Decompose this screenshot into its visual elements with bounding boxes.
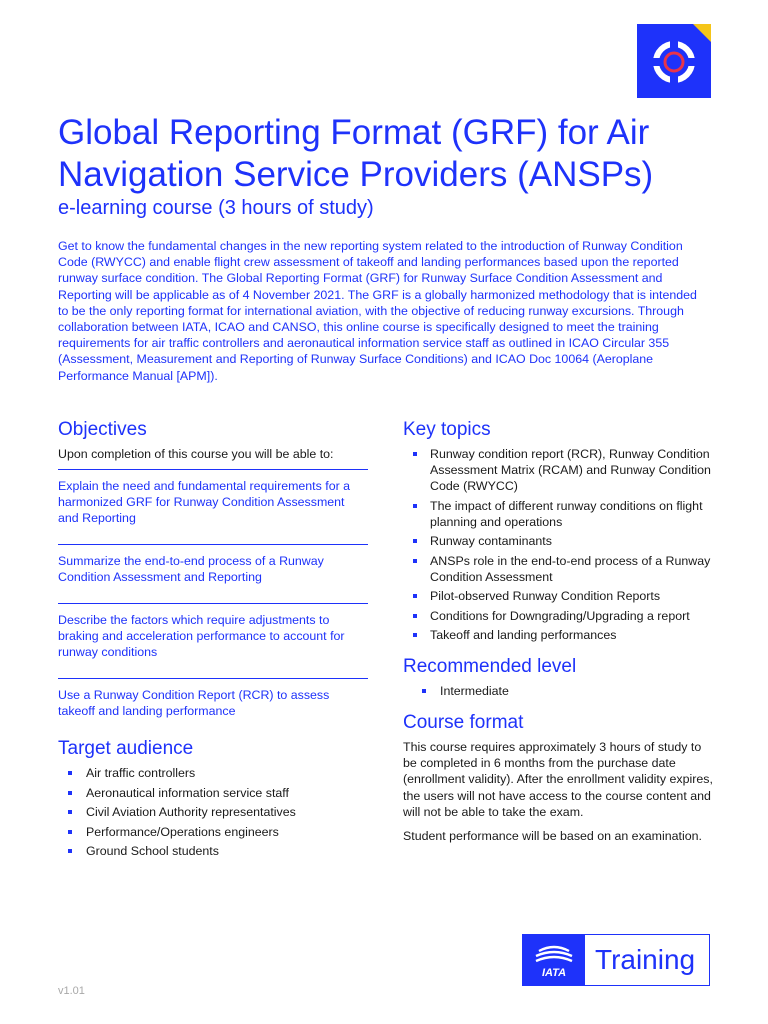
target-audience-heading: Target audience (58, 738, 194, 759)
key-topics-heading: Key topics (403, 419, 491, 440)
page-subtitle: e-learning course (3 hours of study) (58, 197, 374, 219)
objectives-heading: Objectives (58, 419, 147, 440)
list-item: Aeronautical information service staff (58, 785, 368, 801)
page-title: Global Reporting Format (GRF) for Air Navigation Service Providers (ANSPs) (58, 113, 654, 194)
version-label: v1.01 (58, 985, 85, 997)
iata-logo-text: IATA (541, 967, 567, 979)
list-item: Conditions for Downgrading/Upgrading a report (403, 608, 713, 624)
intro-paragraph: Get to know the fundamental changes in the new reporting system related to the introduction of Runway Condition Code (RWYCC) and enable flight crew assessment of takeoff and landing performances based upon the reported runway surface condition. The Global Reporting Format (GRF) for Runway Surface Condition Assessment and Reporting will be applicable as of 4 November 2021. The GRF is a globally harmonized methodology that is intended to be the only reporting format for international aviation, with the objective of reducing runway excursions. Through collaboration between IATA, ICAO and CANSO, this online course is specifically designed to meet the training requirements for air traffic controllers and aeronautical information service staff as outlined in ICAO Circular 355 (Assessment, Measurement and Reporting of Runway Surface Conditions) and ICAO Doc 10064 (Aeroplane Performance Manual [APM]). (58, 239, 697, 383)
list-item: Takeoff and landing performances (403, 627, 713, 643)
course-format-paragraph: This course requires approximately 3 hours of study to be completed in 6 months from the purchase date (enrollment validity). After the enrollment validity expires, the users will not have access to the course content and will not be able to take the exam. (403, 740, 713, 819)
recommended-level-list (403, 683, 713, 699)
list-item: Runway contaminants (403, 533, 713, 549)
list-item: Civil Aviation Authority representatives (58, 804, 368, 820)
objective-item: Describe the factors which require adjustments to braking and acceleration performance to account for runway conditions (58, 603, 368, 678)
right-column (403, 418, 713, 852)
list-item: Pilot-observed Runway Condition Reports (403, 588, 713, 604)
iata-globe-icon (531, 943, 577, 979)
left-column (58, 418, 368, 863)
list-item: Air traffic controllers (58, 765, 368, 781)
list-item: The impact of different runway conditions on flight planning and operations (403, 498, 713, 530)
recommended-level-heading: Recommended level (403, 656, 577, 677)
course-type-badge (637, 24, 711, 98)
list-item: Ground School students (58, 843, 368, 859)
list-item: Intermediate (403, 683, 713, 699)
key-topics-list (403, 446, 713, 643)
target-icon (647, 35, 701, 89)
iata-training-logo (522, 934, 710, 986)
course-format-paragraph: Student performance will be based on an examination. (403, 829, 702, 844)
list-item: Performance/Operations engineers (58, 824, 368, 840)
course-format-heading: Course format (403, 712, 524, 733)
logo-word-training: Training (595, 944, 696, 975)
target-audience-list (58, 765, 368, 859)
list-item: Runway condition report (RCR), Runway Condition Assessment Matrix (RCAM) and Runway Condition Code (RWYCC) (403, 446, 713, 494)
objective-item: Use a Runway Condition Report (RCR) to assess takeoff and landing performance (58, 678, 368, 731)
objective-item: Explain the need and fundamental requirements for a harmonized GRF for Runway Condition Assessment and Reporting (58, 469, 368, 544)
list-item: ANSPs role in the end-to-end process of a Runway Condition Assessment (403, 553, 713, 585)
objectives-lead: Upon completion of this course you will be able to: (58, 447, 334, 461)
objective-item: Summarize the end-to-end process of a Runway Condition Assessment and Reporting (58, 544, 368, 603)
iata-logo-block (523, 935, 585, 985)
